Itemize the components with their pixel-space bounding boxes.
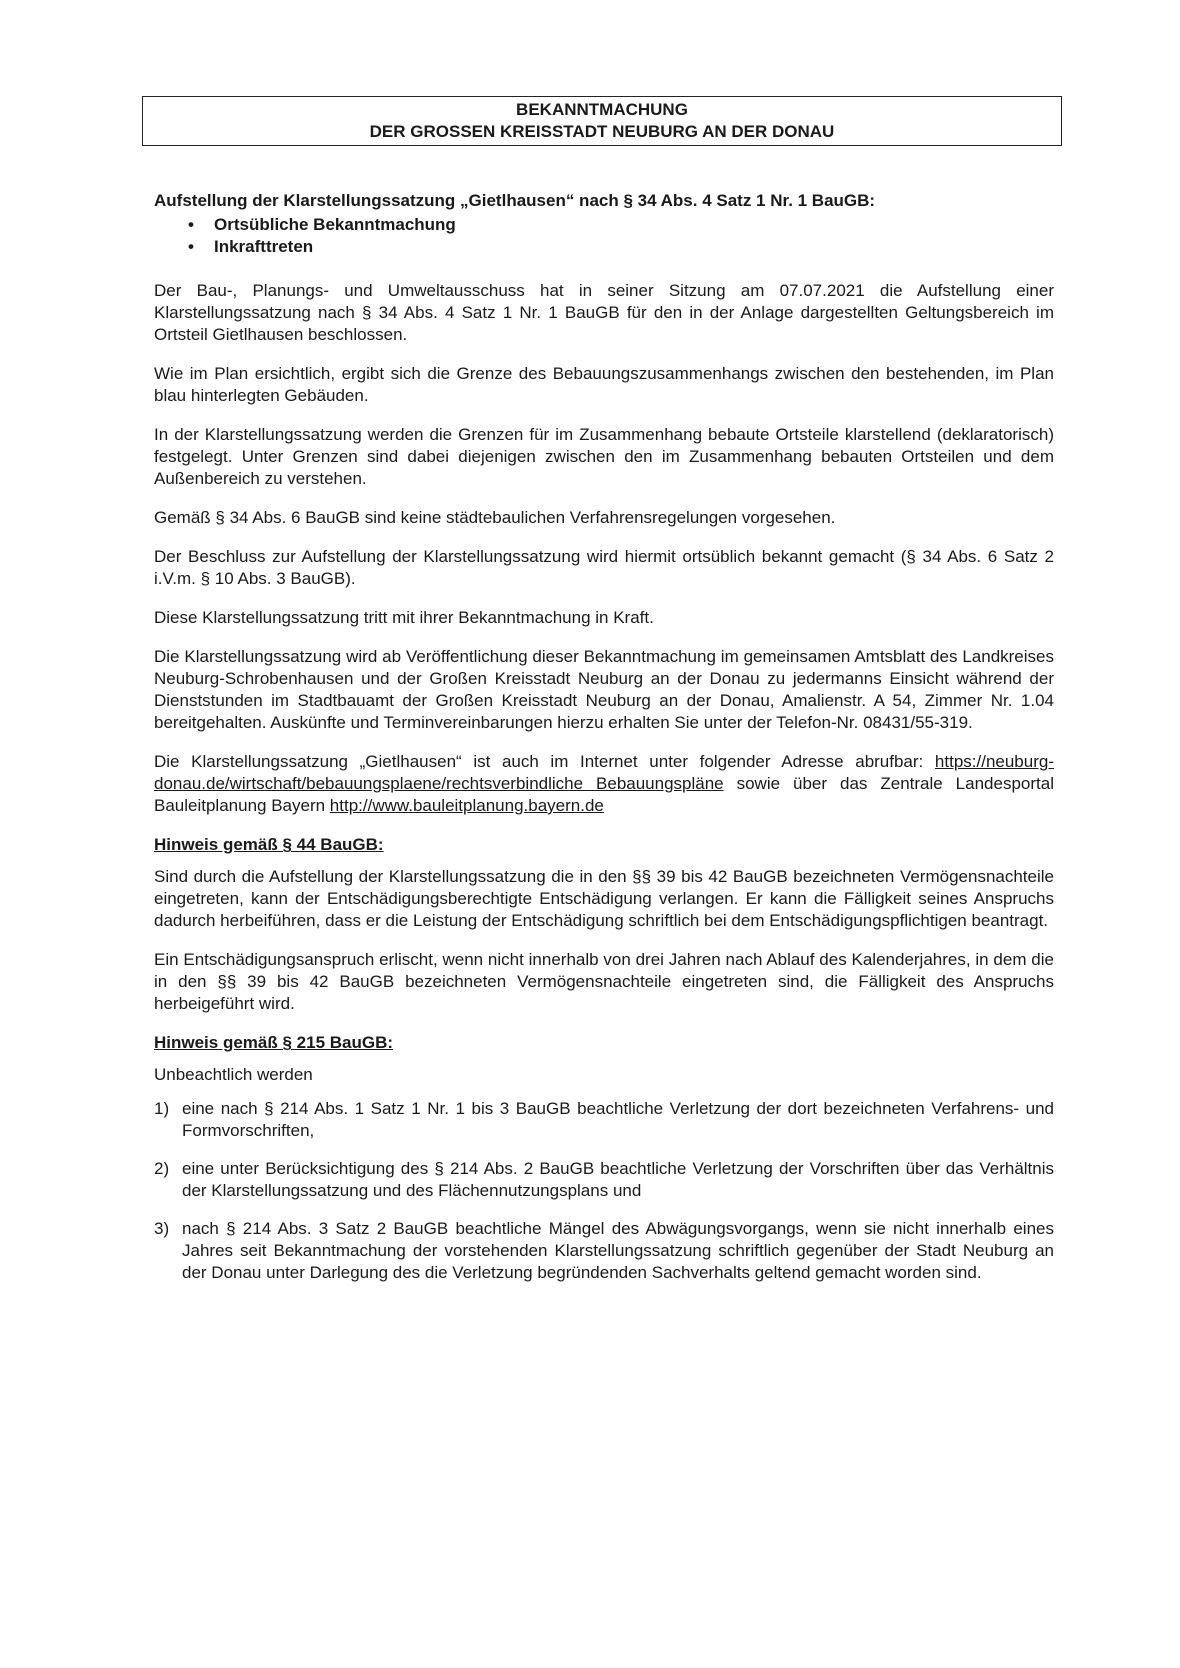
- bullet-item: • Inkrafttreten: [188, 236, 1054, 258]
- paragraph: Gemäß § 34 Abs. 6 BauGB sind keine städtebaulichen Verfahrensregelungen vorgesehen.: [154, 508, 836, 527]
- section-215-intro: Unbeachtlich werden: [154, 1065, 313, 1084]
- paragraph: Diese Klarstellungssatzung tritt mit ihrer Bekanntmachung in Kraft.: [154, 608, 654, 627]
- internet-paragraph: [154, 751, 1054, 817]
- title-bullet-list: [154, 214, 1054, 258]
- heading-section-44: Hinweis gemäß § 44 BauGB:: [154, 835, 384, 854]
- list-item: [154, 1098, 1054, 1142]
- paragraph: Sind durch die Aufstellung der Klarstellungssatzung die in den §§ 39 bis 42 BauGB bezeichneten Vermögensnachteile eingetreten, kann der Entschädigungsberechtigte Entschädigung verlangen. Er kann die Fälligkeit seines Anspruchs dadurch herbeiführen, dass er die Leistung der Entschädigung schriftlich bei dem Entschädigungspflichtigen beantragt.: [154, 867, 1054, 930]
- bullet-item: • Ortsübliche Bekanntmachung: [188, 214, 1054, 236]
- header-line-1: BEKANNTMACHUNG: [516, 100, 688, 119]
- header-box: [142, 96, 1062, 146]
- paragraph: Wie im Plan ersichtlich, ergibt sich die Grenze des Bebauungszusammenhangs zwischen den bestehenden, im Plan blau hinterlegten Gebäuden.: [154, 364, 1054, 405]
- header-line-2: DER GROSSEN KREISSTADT NEUBURG AN DER DONAU: [369, 122, 835, 141]
- paragraph: Der Beschluss zur Aufstellung der Klarstellungssatzung wird hiermit ortsüblich bekannt gemacht (§ 34 Abs. 6 Satz 2 i.V.m. § 10 Abs. 3 BauGB).: [154, 547, 1054, 588]
- link-bauleitplanung[interactable]: http://www.bauleitplanung.bayern.de: [329, 796, 604, 815]
- section-215-list: [154, 1098, 1054, 1284]
- list-number: 3): [154, 1219, 170, 1238]
- link-neuburg-donau[interactable]: https://neuburg-donau.de/wirtschaft/bebauungsplaene/rechtsverbindliche Bebauungspläne: [154, 752, 1054, 793]
- internet-middle: sowie über das Zentrale Landesportal Bauleitplanung Bayern: [154, 774, 1054, 815]
- paragraph: Ein Entschädigungsanspruch erlischt, wenn nicht innerhalb von drei Jahren nach Ablauf des Kalenderjahres, in dem die in den §§ 39 bis 42 BauGB bezeichneten Vermögensnachteile eingetreten sind, die Fälligkeit des Anspruchs herbeigeführt wird.: [154, 950, 1054, 1013]
- paragraph: Die Klarstellungssatzung wird ab Veröffentlichung dieser Bekanntmachung im gemeinsamen Amtsblatt des Landkreises Neuburg-Schrobenhausen und der Großen Kreisstadt Neuburg an der Donau zu jedermanns Einsicht während der Dienststunden im Stadtbauamt der Großen Kreisstadt Neuburg an der Donau, Amalienstr. A 54, Zimmer Nr. 1.04 bereitgehalten. Auskünfte und Terminvereinbarungen hierzu erhalten Sie unter der Telefon-Nr. 08431/55-319.: [154, 647, 1054, 732]
- list-text: nach § 214 Abs. 3 Satz 2 BauGB beachtliche Mängel des Abwägungsvorgangs, wenn sie nicht innerhalb eines Jahres seit Bekanntmachung der vorstehenden Klarstellungssatzung schriftlich gegenüber der Stadt Neuburg an der Donau unter Darlegung des die Verletzung begründenden Sachverhalts geltend gemacht worden sind.: [182, 1219, 1054, 1282]
- list-number: 2): [154, 1159, 170, 1178]
- list-text: eine unter Berücksichtigung des § 214 Abs. 2 BauGB beachtliche Verletzung der Vorschriften über das Verhältnis der Klarstellungssatzung und des Flächennutzungsplans und: [182, 1159, 1054, 1200]
- list-number: 1): [154, 1099, 170, 1118]
- list-item: [154, 1158, 1054, 1202]
- heading-section-215: Hinweis gemäß § 215 BauGB:: [154, 1033, 394, 1052]
- document-title: Aufstellung der Klarstellungssatzung „Gietlhausen“ nach § 34 Abs. 4 Satz 1 Nr. 1 BauGB:: [154, 191, 876, 210]
- document-body: [154, 190, 1054, 1300]
- paragraph: In der Klarstellungssatzung werden die Grenzen für im Zusammenhang bebaute Ortsteile klarstellend (deklaratorisch) festgelegt. Unter Grenzen sind dabei diejenigen zwischen den im Zusammenhang bebauten Ortsteilen und dem Außenbereich zu verstehen.: [154, 425, 1054, 488]
- paragraph: Der Bau-, Planungs- und Umweltausschuss hat in seiner Sitzung am 07.07.2021 die Aufstellung einer Klarstellungssatzung nach § 34 Abs. 4 Satz 1 Nr. 1 BauGB für den in der Anlage dargestellten Geltungsbereich im Ortsteil Gietlhausen beschlossen.: [154, 281, 1054, 344]
- list-item: [154, 1218, 1054, 1284]
- list-text: eine nach § 214 Abs. 1 Satz 1 Nr. 1 bis 3 BauGB beachtliche Verletzung der dort bezeichneten Verfahrens- und Formvorschriften,: [182, 1099, 1054, 1140]
- internet-intro: Die Klarstellungssatzung „Gietlhausen“ ist auch im Internet unter folgender Adresse abrufbar:: [154, 752, 924, 771]
